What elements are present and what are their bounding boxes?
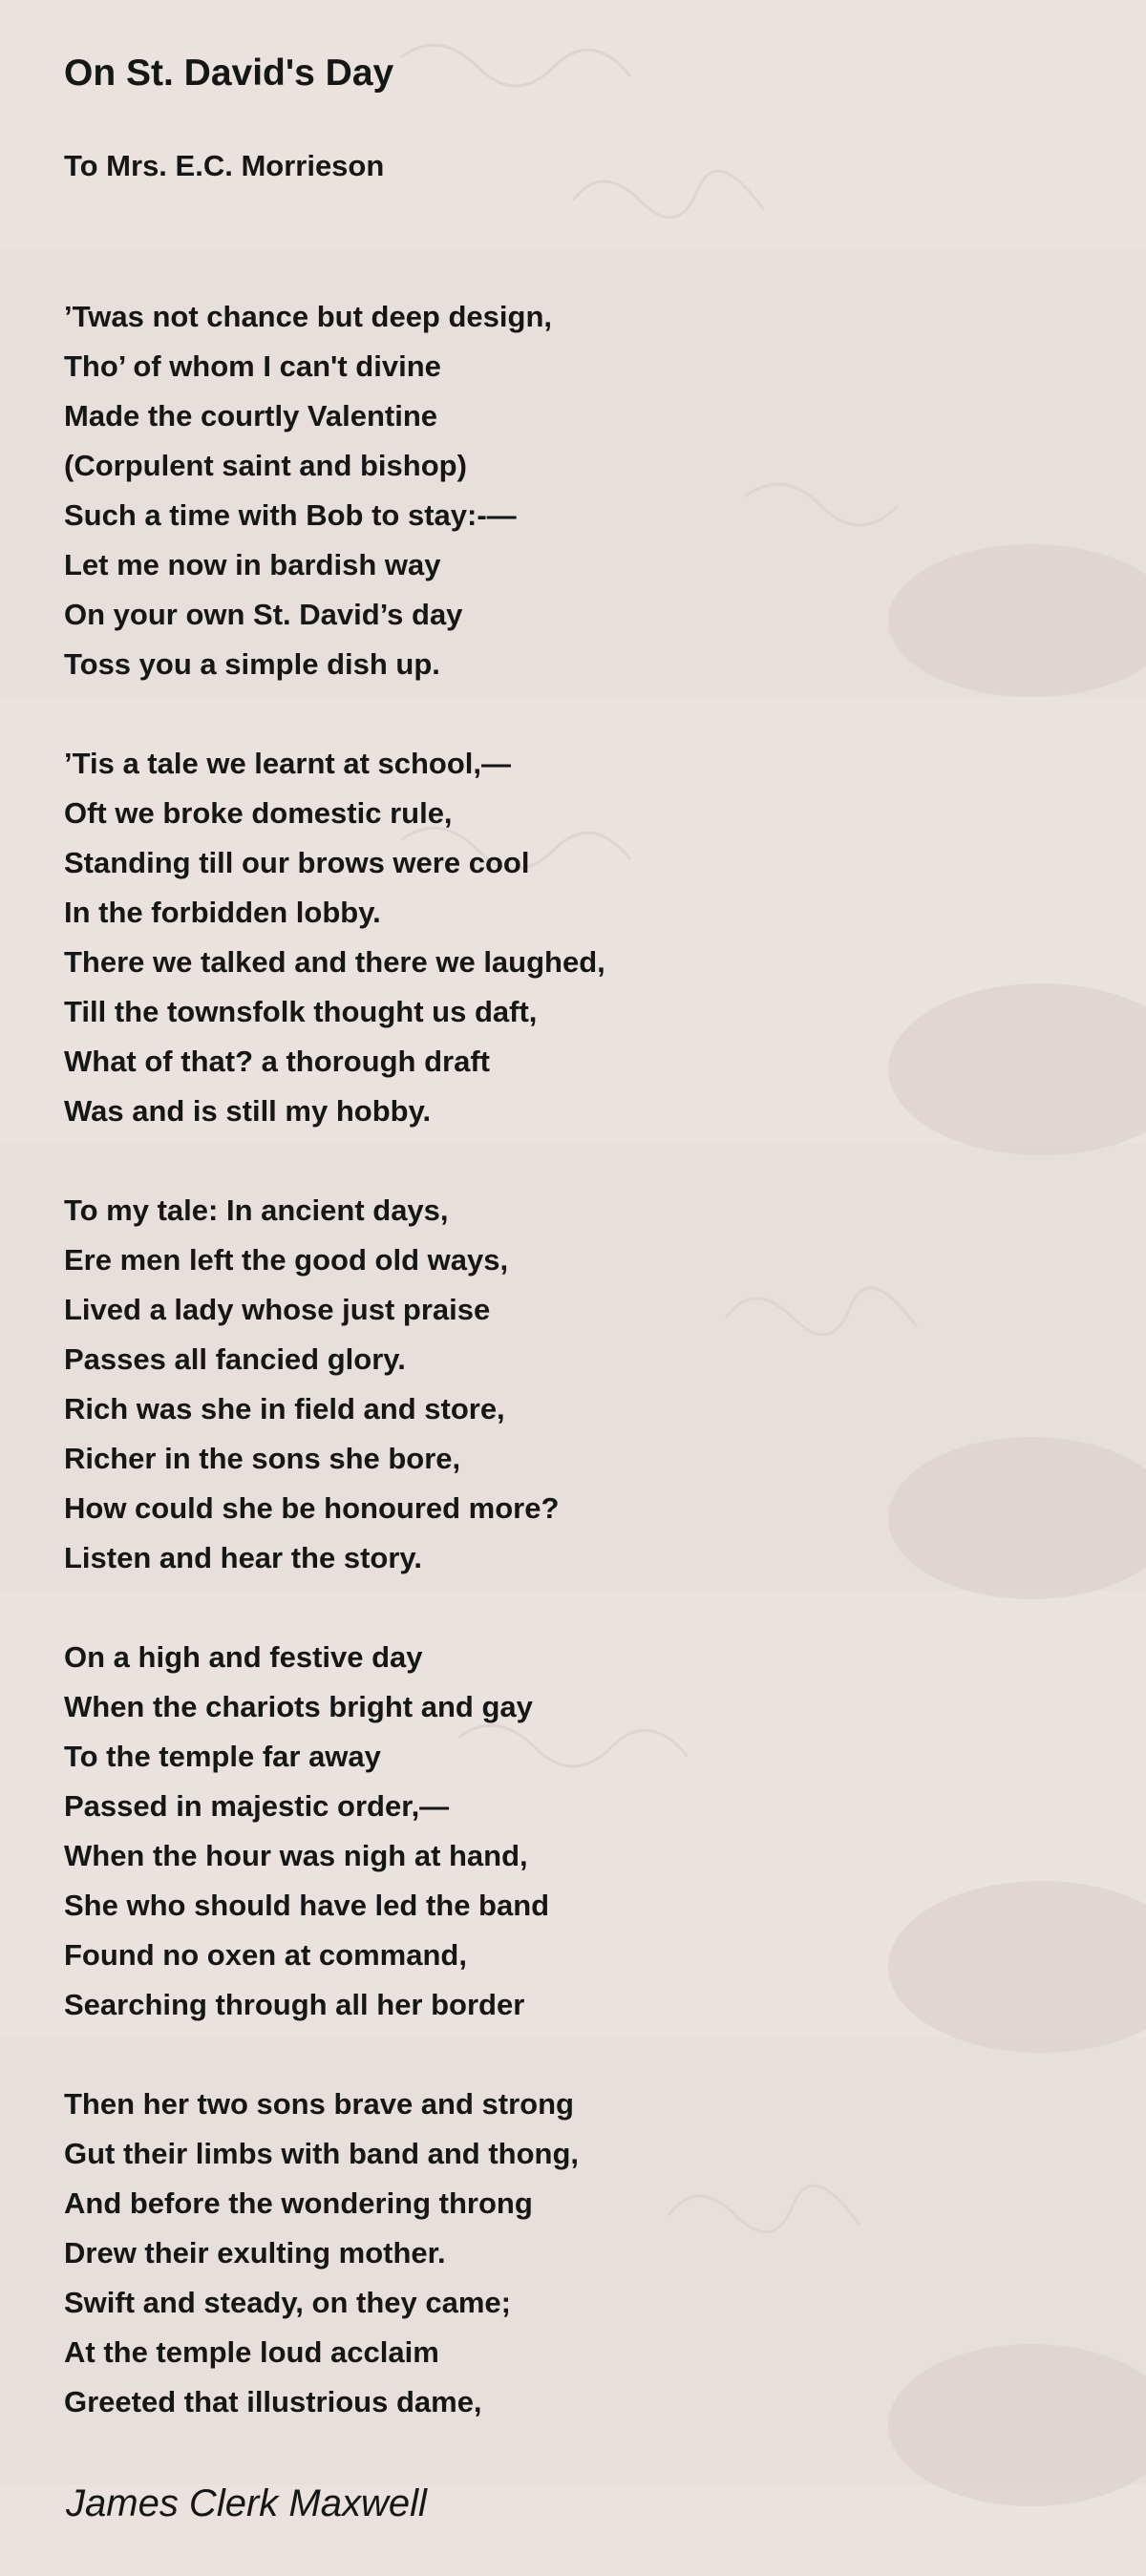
- poem-line: Found no oxen at command,: [64, 1938, 467, 1972]
- poem-line: Richer in the sons she bore,: [64, 1442, 461, 1475]
- poem-line: Passes all fancied glory.: [64, 1342, 406, 1376]
- poem-line: When the chariots bright and gay: [64, 1690, 533, 1723]
- poem-line: Listen and hear the story.: [64, 1541, 422, 1574]
- poem-line: Passed in majestic order,—: [64, 1789, 450, 1823]
- poem-line: Standing till our brows were cool: [64, 846, 530, 879]
- poem-line: Swift and steady, on they came;: [64, 2286, 511, 2319]
- poem-line: And before the wondering throng: [64, 2186, 533, 2220]
- poem-line: When the hour was nigh at hand,: [64, 1839, 528, 1872]
- poem-title: On St. David's Day: [64, 53, 394, 94]
- poem-line: Drew their exulting mother.: [64, 2236, 446, 2270]
- poem-line: Till the townsfolk thought us daft,: [64, 995, 538, 1028]
- poem-line: What of that? a thorough draft: [64, 1045, 490, 1078]
- poem-line: Such a time with Bob to stay:-—: [64, 498, 517, 532]
- poem-line: At the temple loud acclaim: [64, 2335, 439, 2369]
- stanza-5: [64, 2080, 579, 2427]
- poem-line: (Corpulent saint and bishop): [64, 449, 467, 482]
- poem-author: James Clerk Maxwell: [66, 2482, 427, 2524]
- poem-line: Greeted that illustrious dame,: [64, 2385, 482, 2418]
- poem-line: Then her two sons brave and strong: [64, 2087, 574, 2121]
- poem-line: Tho’ of whom I can't divine: [64, 349, 441, 383]
- stanza-1: [64, 292, 552, 689]
- poem-line: She who should have led the band: [64, 1889, 550, 1922]
- stanza-4: [64, 1633, 549, 2030]
- poem-line: Searching through all her border: [64, 1988, 525, 2021]
- poem-line: Rich was she in field and store,: [64, 1392, 505, 1425]
- poem-line: ’Tis a tale we learnt at school,—: [64, 747, 512, 780]
- poem-line: How could she be honoured more?: [64, 1491, 560, 1525]
- poem-line: Was and is still my hobby.: [64, 1094, 432, 1128]
- poem-line: Let me now in bardish way: [64, 548, 441, 581]
- poem-line: To the temple far away: [64, 1740, 381, 1773]
- stanza-3: [64, 1186, 559, 1583]
- poem-line: There we talked and there we laughed,: [64, 945, 605, 979]
- poem-line: Oft we broke domestic rule,: [64, 796, 453, 830]
- poem-line: Gut their limbs with band and thong,: [64, 2137, 580, 2170]
- poem-line: On a high and festive day: [64, 1640, 423, 1674]
- stanza-2: [64, 739, 605, 1136]
- poem-line: On your own St. David’s day: [64, 598, 463, 631]
- poem-line: Ere men left the good old ways,: [64, 1243, 509, 1277]
- poem-line: In the forbidden lobby.: [64, 896, 381, 929]
- poem-line: Lived a lady whose just praise: [64, 1293, 491, 1326]
- poem-line: To my tale: In ancient days,: [64, 1193, 449, 1227]
- poem-line: Made the courtly Valentine: [64, 399, 438, 433]
- poem-dedication: To Mrs. E.C. Morrieson: [64, 149, 385, 182]
- poem-line: Toss you a simple dish up.: [64, 647, 440, 681]
- poem-line: ’Twas not chance but deep design,: [64, 300, 553, 333]
